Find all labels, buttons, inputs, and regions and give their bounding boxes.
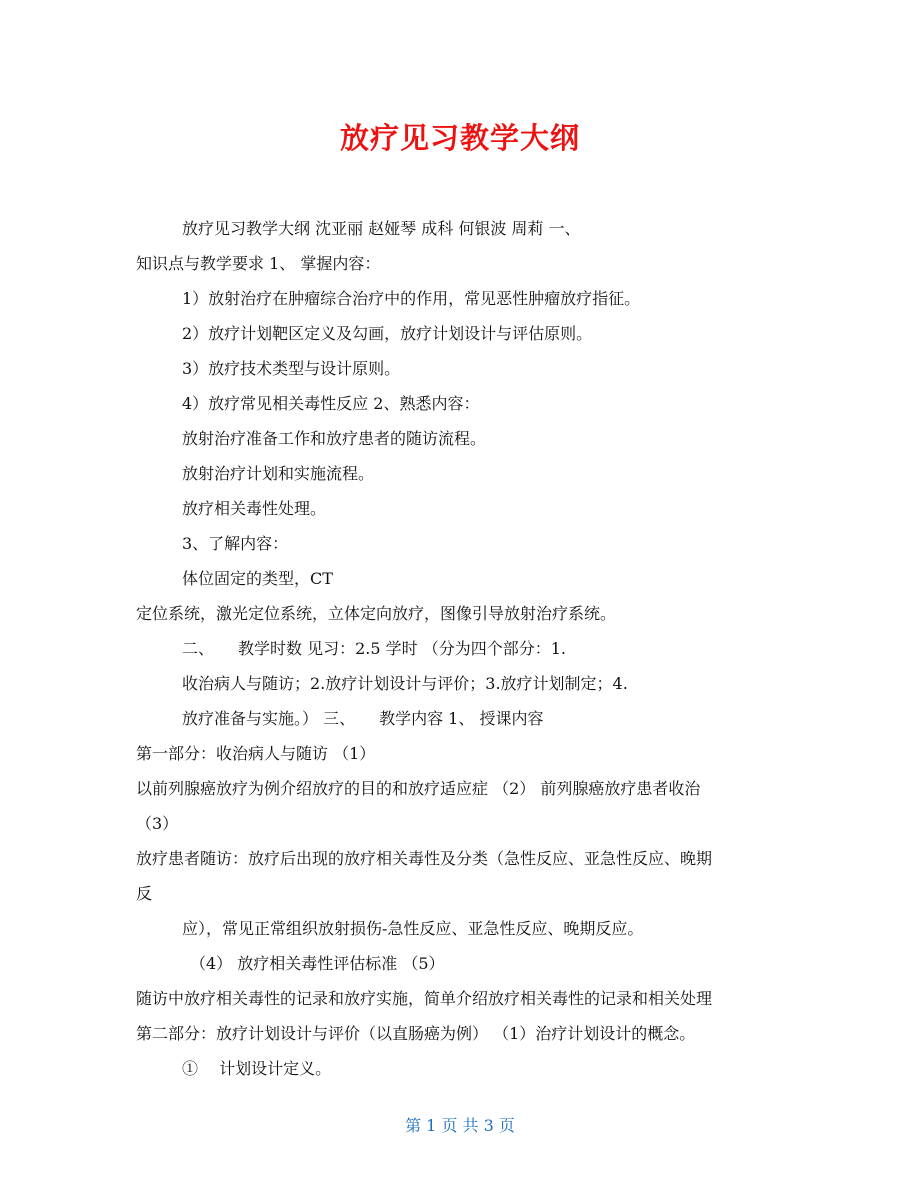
body-line: 反 — [136, 884, 153, 903]
body-line: 以前列腺癌放疗为例介绍放疗的目的和放疗适应症 （2） 前列腺癌放疗患者收治 — [136, 779, 701, 798]
body-line: 放射治疗准备工作和放疗患者的随访流程。 — [182, 429, 487, 448]
document-title: 放疗见习教学大纲 — [339, 121, 580, 155]
body-line: 体位固定的类型，CT — [182, 569, 333, 588]
body-line: 随访中放疗相关毒性的记录和放疗实施，简单介绍放疗相关毒性的记录和相关处理 — [136, 989, 713, 1008]
body-line: 放疗相关毒性处理。 — [182, 499, 327, 518]
body-line: 放疗准备与实施。） 三、 教学内容 1、 授课内容 — [182, 709, 544, 728]
body-line: 放射治疗计划和实施流程。 — [182, 464, 375, 483]
body-line: （3） — [136, 814, 179, 833]
body-line: 4）放疗常见相关毒性反应 2、熟悉内容： — [182, 394, 480, 413]
body-line: 3）放疗技术类型与设计原则。 — [182, 359, 401, 378]
page-number-footer: 第 1 页 共 3 页 — [405, 1116, 515, 1135]
body-line: 放疗患者随访：放疗后出现的放疗相关毒性及分类（急性反应、亚急性反应、晚期 — [136, 849, 713, 868]
body-line: 1）放射治疗在肿瘤综合治疗中的作用，常见恶性肿瘤放疗指征。 — [182, 289, 641, 308]
body-line: 应），常见正常组织放射损伤-急性反应、亚急性反应、晚期反应。 — [182, 919, 644, 938]
body-line: 知识点与教学要求 1、 掌握内容： — [136, 254, 381, 273]
body-line: 收治病人与随访；2.放疗计划设计与评价；3.放疗计划制定；4. — [182, 674, 628, 693]
body-line: 第一部分：收治病人与随访 （1） — [136, 744, 376, 763]
body-line: （4） 放疗相关毒性评估标准 （5） — [190, 954, 445, 973]
body-line: ① 计划设计定义。 — [182, 1059, 332, 1078]
body-line: 二、 教学时数 见习：2.5 学时 （分为四个部分：1. — [182, 639, 566, 658]
body-line: 定位系统，激光定位系统，立体定向放疗，图像引导放射治疗系统。 — [136, 604, 617, 623]
body-line: 3、了解内容： — [182, 534, 289, 553]
body-line: 2）放疗计划靶区定义及勾画，放疗计划设计与评估原则。 — [182, 324, 593, 343]
body-line: 第二部分：放疗计划设计与评价（以直肠癌为例） （1）治疗计划设计的概念。 — [136, 1024, 696, 1043]
body-line: 放疗见习教学大纲 沈亚丽 赵娅琴 成科 何银波 周莉 一、 — [182, 219, 581, 238]
